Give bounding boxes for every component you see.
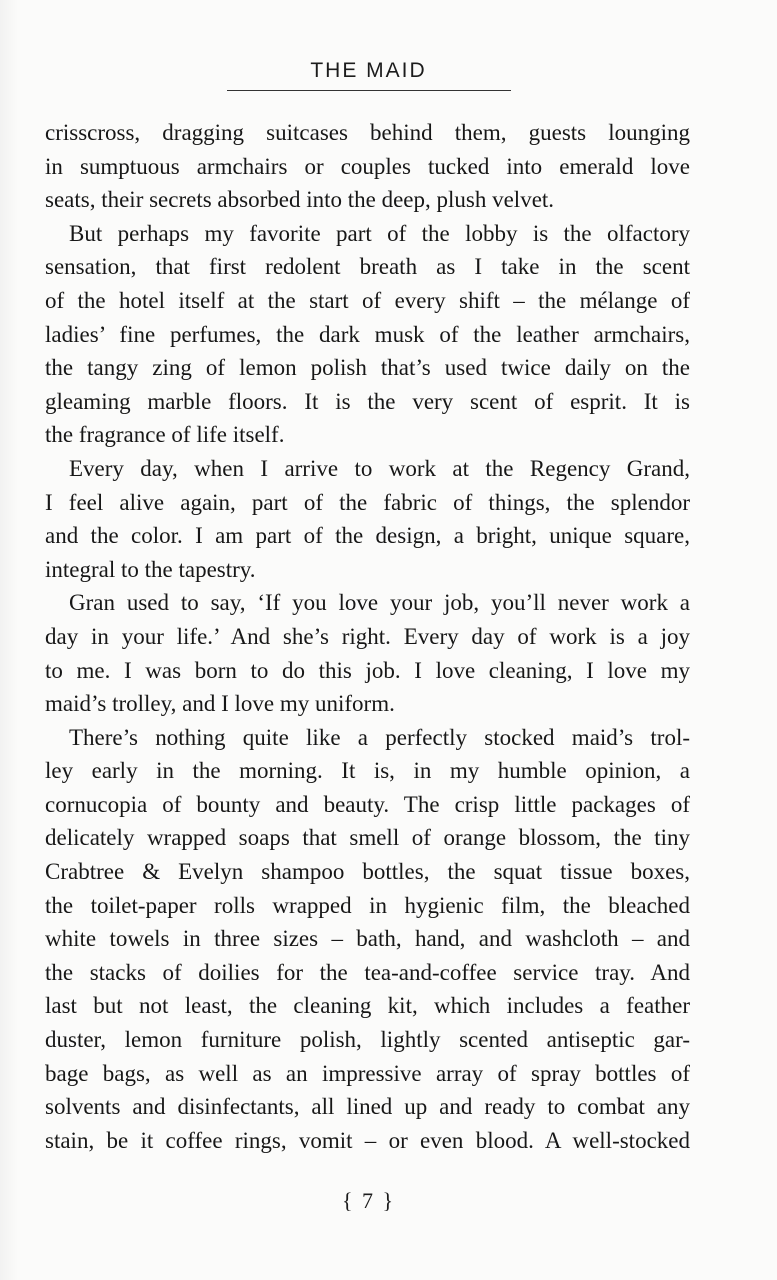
text-line: and the color. I am part of the design, a bright, unique square, <box>45 523 690 549</box>
text-line: of the hotel itself at the start of every shift – the mélange of <box>45 287 690 313</box>
text-line: Gran used to say, ‘If you love your job, you’ll never work a <box>69 590 690 616</box>
text-line: cornucopia of bounty and beauty. The crisp little packages of <box>45 791 690 817</box>
page-number: { 7 } <box>341 1188 396 1213</box>
text-line: to me. I was born to do this job. I love cleaning, I love my <box>45 657 690 683</box>
text-line: gleaming marble floors. It is the very scent of esprit. It is <box>45 388 690 414</box>
text-line: day in your life.’ And she’s right. Every day of work is a joy <box>45 623 690 649</box>
text-line: I feel alive again, part of the fabric of things, the splendor <box>45 489 690 515</box>
body-text <box>45 116 690 1157</box>
text-line: maid’s trolley, and I love my uniform. <box>45 691 395 717</box>
text-line: But perhaps my favorite part of the lobby is the olfactory <box>69 220 690 246</box>
text-line: the tangy zing of lemon polish that’s used twice daily on the <box>45 355 690 381</box>
text-line: last but not least, the cleaning kit, which includes a feather <box>45 993 690 1019</box>
text-line: in sumptuous armchairs or couples tucked into emerald love <box>45 153 690 179</box>
text-line: integral to the tapestry. <box>45 556 256 582</box>
text-line: Every day, when I arrive to work at the Regency Grand, <box>69 455 690 481</box>
text-line: crisscross, dragging suitcases behind them, guests lounging <box>45 120 690 145</box>
text-line: ley early in the morning. It is, in my humble opinion, a <box>45 758 690 784</box>
text-line: sensation, that first redolent breath as I take in the scent <box>45 254 690 280</box>
text-line: the fragrance of life itself. <box>45 422 285 448</box>
text-line: seats, their secrets absorbed into the deep, plush velvet. <box>45 187 555 213</box>
text-line: the stacks of doilies for the tea-and-coffee service tray. And <box>45 959 690 985</box>
text-line: the toilet-paper rolls wrapped in hygienic film, the bleached <box>45 892 690 918</box>
text-line: white towels in three sizes – bath, hand, and washcloth – and <box>45 926 690 952</box>
text-line: delicately wrapped soaps that smell of orange blossom, the tiny <box>45 825 690 851</box>
text-line: ladies’ fine perfumes, the dark musk of the leather armchairs, <box>45 321 690 347</box>
text-line: solvents and disinfectants, all lined up and ready to combat any <box>45 1094 690 1120</box>
text-line: Crabtree & Evelyn shampoo bottles, the squat tissue boxes, <box>45 859 690 885</box>
running-head: THE MAID <box>310 59 427 82</box>
text-line: There’s nothing quite like a perfectly stocked maid’s trol- <box>69 724 690 750</box>
text-line: stain, be it coffee rings, vomit – or even blood. A well-stocked <box>45 1127 690 1153</box>
text-line: bage bags, as well as an impressive array of spray bottles of <box>45 1060 690 1086</box>
running-head-rule <box>227 90 511 91</box>
text-line: duster, lemon furniture polish, lightly scented antiseptic gar- <box>45 1027 690 1053</box>
